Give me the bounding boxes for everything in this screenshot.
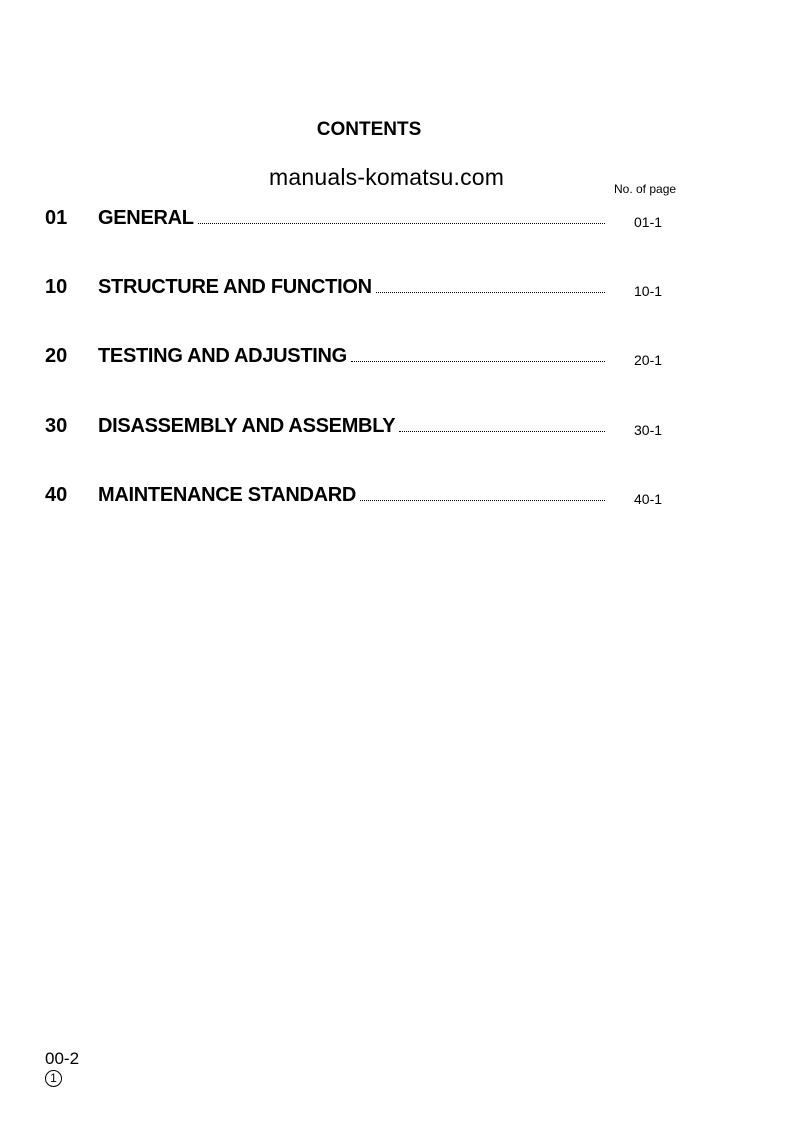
dot-leader xyxy=(198,222,605,224)
section-page-number: 10-1 xyxy=(634,283,663,299)
page-column-header: No. of page xyxy=(614,182,677,196)
toc-entry-testing-and-adjusting[interactable] xyxy=(45,345,685,371)
section-page-number: 01-1 xyxy=(634,214,663,230)
section-page-number: 30-1 xyxy=(634,422,663,438)
dot-leader xyxy=(351,360,605,362)
section-entry xyxy=(98,276,605,299)
section-number: 30 xyxy=(45,415,68,437)
section-page-number: 20-1 xyxy=(634,352,663,368)
section-page-number: 40-1 xyxy=(634,491,663,507)
toc-entry-general[interactable] xyxy=(45,207,685,233)
section-number: 10 xyxy=(45,276,68,298)
section-entry xyxy=(98,484,605,507)
section-title: GENERAL xyxy=(98,207,194,229)
revision-mark: 1 xyxy=(45,1070,62,1087)
section-number: 20 xyxy=(45,345,68,367)
section-title: DISASSEMBLY AND ASSEMBLY xyxy=(98,415,396,437)
section-entry xyxy=(98,345,605,368)
footer-page-number: 00-2 xyxy=(45,1049,80,1068)
contents-title: CONTENTS xyxy=(316,119,422,140)
section-title: TESTING AND ADJUSTING xyxy=(98,345,347,367)
section-number: 01 xyxy=(45,207,68,229)
dot-leader xyxy=(360,499,605,501)
watermark-text: manuals-komatsu.com xyxy=(269,164,505,190)
toc-entry-maintenance-standard[interactable] xyxy=(45,484,685,510)
section-entry xyxy=(98,207,605,230)
section-entry xyxy=(98,415,605,438)
toc-entry-disassembly-and-assembly[interactable] xyxy=(45,415,685,441)
dot-leader xyxy=(376,291,605,293)
dot-leader xyxy=(399,430,605,432)
toc-entry-structure-and-function[interactable] xyxy=(45,276,685,302)
section-number: 40 xyxy=(45,484,68,506)
section-title: STRUCTURE AND FUNCTION xyxy=(98,276,372,298)
section-title: MAINTENANCE STANDARD xyxy=(98,484,357,506)
